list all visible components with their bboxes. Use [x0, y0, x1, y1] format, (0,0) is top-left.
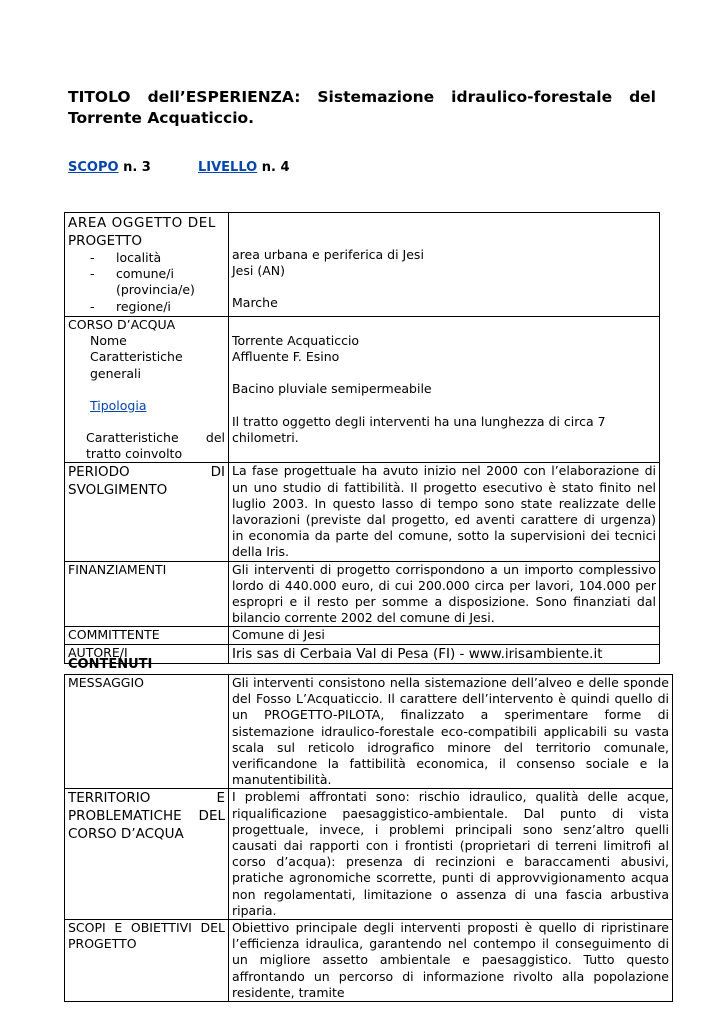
list-item: [68, 299, 225, 315]
document-title: [68, 87, 656, 129]
area-label-cell: [65, 213, 229, 317]
corso-label-cell: [65, 317, 229, 463]
area-value-localita: area urbana e periferica di Jesi: [232, 247, 424, 262]
item-comune: comune/i: [116, 266, 174, 282]
table-row: [65, 644, 660, 663]
scopi-value: Obiettivo principale degli interventi proposti è quello di ripristinare l’efficienza idraulica, garantendo nel contempo il conseguimento di un migliore assetto ambientale e paesaggistico. Tutto questo affrontando un percorso di informazione rivolto alla popolazione residente, tramite: [229, 920, 673, 1002]
committente-value: Comune di Jesi: [229, 627, 660, 644]
scopi-label-cell: [65, 920, 229, 1002]
table-row: [65, 463, 660, 561]
messaggio-label: MESSAGGIO: [65, 675, 229, 789]
corso-value-cell: [229, 317, 660, 463]
territorio-label-cell: [65, 789, 229, 920]
title-line-1: TITOLO dell’ESPERIENZA: Sistemazione idraulico-forestale del: [68, 88, 656, 106]
item-provincia: (provincia/e): [116, 282, 195, 298]
area-label-b: PROGETTO: [68, 233, 143, 249]
caratteristiche-label: Caratteristiche generali: [90, 349, 183, 381]
tipologia-value: Bacino pluviale semipermeabile: [232, 381, 432, 397]
item-regione: regione/i: [116, 298, 171, 314]
territorio-value: I problemi affrontati sono: rischio idraulico, qualità delle acque, riqualificazione paesaggistico-ambientale. Dal punto di vista progettuale, invece, i problemi principali sono senz’altro quelli causati dai rapporti con i frontisti (proprietari di terreni limitrofi al corso d’acqua): presenza di recinzioni e baraccamenti abusivi, pratiche agronomiche scorrette, punti di approvvigionamento acqua non regolamentati, limitazione o assenza di una fascia arbustiva riparia.: [229, 789, 673, 920]
scopo-field: [68, 160, 151, 175]
table-row: [65, 789, 673, 920]
territorio-label-c: PROBLEMATICHE: [68, 808, 182, 825]
periodo-label-c: SVOLGIMENTO: [68, 482, 168, 499]
messaggio-value: Gli interventi consistono nella sistemazione dell’alveo e delle sponde del Fosso L’Acquaticcio. Il carattere dell’intervento è quindi quello di un PROGETTO-PILOTA, finalizzato a sperimentare forme di sistemazione idraulico-forestale eco-compatibili applicabili su vasta scala sul reticolo idrografico minore del territorio comunale, verificandone la fattibilità economica, il consenso sociale e la manutentibilità.: [229, 675, 673, 789]
tipologia-link[interactable]: Tipologia: [90, 397, 147, 413]
scopo-value: n. 3: [123, 160, 151, 175]
periodo-value: La fase progettuale ha avuto inizio nel 2000 con l’elaborazione di un uno studio di fattibilità. Il progetto esecutivo è stato finito nel luglio 2003. In questo lasso di tempo sono state realizzate delle lavorazioni (previste dal progetto, ed aventi carattere di urgenza) in economia da parte del comune, sotto la supervisioni dei tecnici della Iris.: [229, 463, 660, 561]
caratteristiche-value: Affluente F. Esino: [232, 349, 340, 365]
tratto-label-a: Caratteristiche: [86, 430, 179, 446]
contenuti-heading: CONTENUTI: [68, 657, 153, 672]
item-localita: località: [116, 250, 162, 265]
livello-link[interactable]: LIVELLO: [198, 160, 258, 175]
finanziamenti-value: Gli interventi di progetto corrispondono a un importo complessivo lordo di 440.000 euro, di cui 200.000 circa per lavori, 104.000 per espropri e il resto per somme a disposizione. Sono finanziati dal bilancio corrente 2002 del comune di Jesi.: [229, 561, 660, 627]
list-item: [68, 250, 225, 266]
project-info-table: [64, 212, 660, 664]
area-value-comune: Jesi (AN): [232, 263, 285, 279]
scopo-link[interactable]: SCOPO: [68, 160, 119, 175]
table-row: [65, 627, 660, 644]
table-row: [65, 920, 673, 1002]
autore-value: Iris sas di Cerbaia Val di Pesa (FI) - www.irisambiente.it: [229, 644, 660, 663]
table-row: [65, 213, 660, 317]
scopi-label-a: SCOPI E OBIETTIVI DEL: [68, 920, 225, 936]
territorio-label-b: E: [216, 790, 225, 807]
nome-label: Nome: [90, 333, 127, 349]
finanziamenti-label: FINANZIAMENTI: [65, 561, 229, 627]
periodo-label-b: DI: [210, 464, 225, 481]
territorio-label-a: TERRITORIO: [68, 790, 151, 807]
tratto-label-c: tratto coinvolto: [86, 446, 183, 462]
area-value-cell: [229, 213, 660, 317]
territorio-label-d: DEL: [198, 808, 225, 825]
livello-field: [198, 160, 290, 175]
tratto-label-b: del: [205, 430, 225, 446]
periodo-label-cell: [65, 463, 229, 561]
table-row: [65, 675, 673, 789]
title-line-2: Torrente Acquaticcio.: [68, 109, 255, 127]
territorio-label-e: CORSO D’ACQUA: [68, 826, 184, 843]
nome-value: Torrente Acquaticcio: [232, 333, 360, 348]
table-row: [65, 561, 660, 627]
autore-label: AUTORE/I: [65, 644, 229, 663]
list-item: [68, 266, 225, 282]
periodo-label-a: PERIODO: [68, 464, 130, 481]
area-label-a: AREA OGGETTO DEL: [68, 215, 216, 231]
table-row: [65, 317, 660, 463]
corso-label: CORSO D’ACQUA: [68, 317, 176, 332]
contenuti-table: [64, 674, 673, 1002]
scopi-label-b: PROGETTO: [68, 936, 137, 952]
livello-value: n. 4: [261, 160, 290, 175]
area-value-regione: Marche: [232, 295, 278, 311]
committente-label: COMMITTENTE: [65, 627, 229, 644]
tratto-value: Il tratto oggetto degli interventi ha una lunghezza di circa 7 chilometri.: [232, 413, 606, 445]
